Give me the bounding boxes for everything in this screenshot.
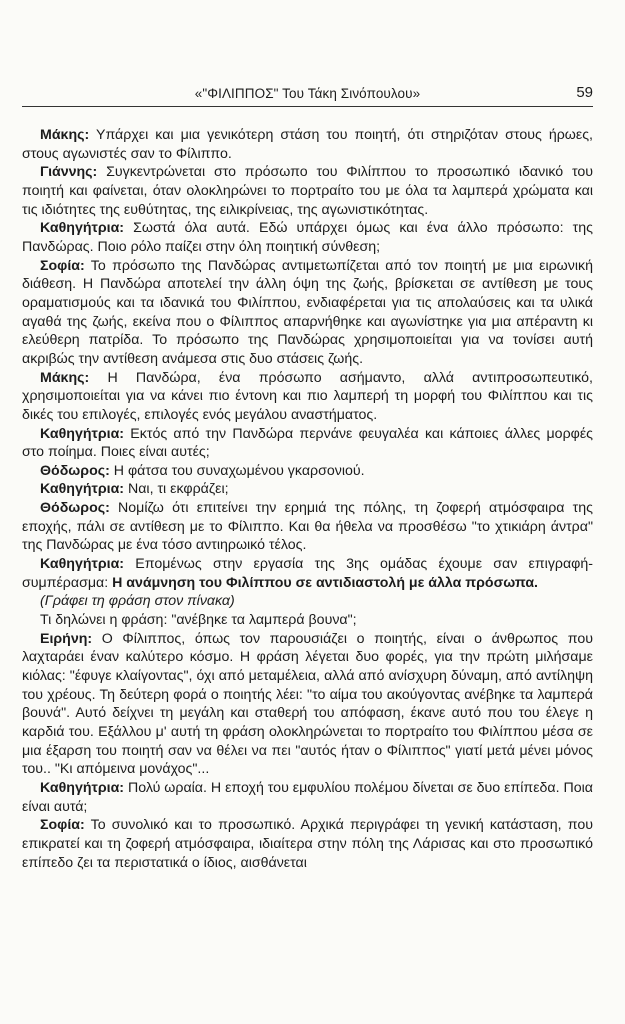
speaker-name: Σοφία: — [40, 257, 85, 274]
speaker-name: Θόδωρος: — [40, 500, 110, 517]
dialogue-paragraph — [22, 257, 593, 369]
page-header — [22, 84, 593, 107]
speech-text: Επομένως στην εργασία της 3ης ομάδας έχουμε σαν επιγραφή-συμπέρασμα: — [22, 556, 593, 591]
dialogue-paragraph — [22, 126, 593, 163]
dialogue-paragraph — [22, 816, 593, 872]
question-line: Τι δηλώνει η φράση: "ανέβηκε τα λαμπερά βουνα"; — [40, 612, 357, 629]
speaker-name: Ειρήνη: — [40, 630, 93, 647]
speech-text: Η φάτσα του συναχωμένου γκαρσονιού. — [109, 462, 365, 479]
speaker-name: Μάκης: — [40, 127, 90, 143]
speech-text: Το συνολικό και το προσωπικό. Αρχικά περιγράφει τη γενική κατάσταση, που επικρατεί και τη ζοφερή ατμόσφαιρα, ιδιαίτερα στην πόλη της Λάρισας και στο προσωπικό επίπεδο ζει τα περιστατικά ο ίδιος, αισθάνεται — [22, 817, 593, 871]
dialogue-paragraph — [22, 499, 593, 555]
speech-text: Η Πανδώρα, ένα πρόσωπο ασήμαντο, αλλά αντιπροσωπευτικό, χρησιμοποιείται για να κάνει πιο έντονη και πιο λαμπερή τη μορφή του Φιλίππου και τις δικές του επιλογές, επιλογές ενός μεγάλου αναστήματος. — [22, 369, 593, 423]
dialogue-paragraph — [22, 462, 593, 481]
dialogue-paragraph — [22, 219, 593, 256]
speech-text: Σωστά όλα αυτά. Εδώ υπάρχει όμως και ένα άλλο πρόσωπο: της Πανδώρας. Ποιο ρόλο παίζει στην όλη ποιητική σύνθεση; — [22, 220, 593, 255]
page-number: 59 — [576, 84, 593, 101]
dialogue-text — [22, 126, 593, 872]
speech-text: Συγκεντρώνεται στο πρόσωπο του Φιλίππου το προσωπικό ιδανικό του ποιητή και φαίνεται, όταν ολοκληρώνει το πορτραίτο του με όλα τα λαμπερά χρώματα και τις ιδιότητες της ευθύτητας, της ειλικρίνειας, της αγωνιστικότητας. — [22, 164, 593, 218]
running-title: «"ΦΙΛΙΠΠΟΣ" Του Τάκη Σινόπουλου» — [194, 86, 421, 101]
speaker-name: Καθηγήτρια: — [40, 425, 125, 442]
dialogue-paragraph — [22, 425, 593, 462]
speech-text: Το πρόσωπο της Πανδώρας αντιμετωπίζεται από τον ποιητή με μια ειρωνική διάθεση. Η Πανδώρα αποτελεί την άλλη όψη της ζωής, βρίσκεται σε αντίθεση με τους οραματισμούς και τα ιδανικά του Φιλίππου, ενδιαφέρεται για τις απολαύσεις και τα υλικά αγαθά της ζωής, εκείνα που ο Φίλιππος απαρνήθηκε και αγωνίστηκε για μια απέραντη κι ελεύθερη πατρίδα. Το πρόσωπο της Πανδώρας χρησιμοποιείται για να τονίσει αυτή ακριβώς την αντίθεση ανάμεσα στις δυο στάσεις ζωής. — [22, 257, 593, 367]
speaker-name: Καθηγήτρια: — [40, 556, 125, 573]
dialogue-paragraph — [22, 163, 593, 219]
emphasized-conclusion: Η ανάμνηση του Φιλίππου σε αντιδιαστολή με άλλα πρόσωπα. — [112, 574, 539, 591]
dialogue-paragraph — [22, 630, 593, 779]
speech-text: Νομίζω ότι επιτείνει την ερημιά της πόλης, τη ζοφερή ατμόσφαιρα της εποχής, πάλι σε αντίθεση με το Φίλιππο. Και θα ήθελα να προσθέσω "το χτικιάρη άντρα" της Πανδώρας με ένα τόσο αντιηρωικό τέλος. — [22, 500, 593, 554]
speaker-name: Γιάννης: — [40, 164, 98, 181]
stage-direction: (Γράφει τη φράση στον πίνακα) — [40, 593, 235, 610]
dialogue-paragraph — [22, 555, 593, 592]
speaker-name: Μάκης: — [40, 369, 90, 386]
dialogue-paragraph — [22, 779, 593, 816]
speech-text: Υπάρχει και μια γενικότερη στάση του ποιητή, ότι στηριζόταν στους ήρωες, στους αγωνιστές σαν το Φίλιππο. — [22, 127, 593, 162]
speech-text: Ο Φίλιππος, όπως τον παρουσιάζει ο ποιητής, είναι ο άνθρωπος που λαχταράει έναν καλύτερο κόσμο. Η φράση λέγεται δυο φορές, για την πρώτη μιλήσαμε κιόλας: "έφυγε κλαίγοντας", όχι από μεταμέλεια, αλλά από ανίσχυρη δύναμη, από αντίληψη του χρέους. Τη δεύτερη φορά ο ποιητής λέει: "το αίμα του ακούγοντας ανέβηκε τα λαμπερά βουνά". Αυτό δείχνει τη μεγάλη και σταθερή του απόφαση, έκανε αυτό που του έλεγε η καρδιά του. Εξάλλου μ' αυτή τη φράση ολοκληρώνεται το πορτραίτο του Φιλίππου μέσα σε μια έξαρση του ποιητή σαν να θέλει να πει "αυτός ήταν ο Φίλιππος" γιατί μετά μένει μόνος του.. "Κι απόμεινα μονάχος"... — [22, 630, 593, 778]
speech-text: Ναι, τι εκφράζει; — [124, 481, 229, 498]
dialogue-paragraph — [22, 369, 593, 425]
speech-text: Εκτός από την Πανδώρα περνάνε φευγαλέα και κάποιες άλλες μορφές στο ποίημα. Ποιες είναι αυτές; — [22, 425, 593, 461]
speaker-name: Θόδωρος: — [40, 462, 110, 479]
speaker-name: Καθηγήτρια: — [40, 481, 125, 498]
speaker-name: Σοφία: — [40, 817, 85, 834]
speaker-name: Καθηγήτρια: — [40, 779, 125, 796]
speaker-name: Καθηγήτρια: — [40, 220, 125, 237]
dialogue-paragraph — [22, 480, 593, 499]
speech-text: Πολύ ωραία. Η εποχή του εμφυλίου πολέμου δίνεται σε δυο επίπεδα. Ποια είναι αυτά; — [22, 779, 593, 815]
